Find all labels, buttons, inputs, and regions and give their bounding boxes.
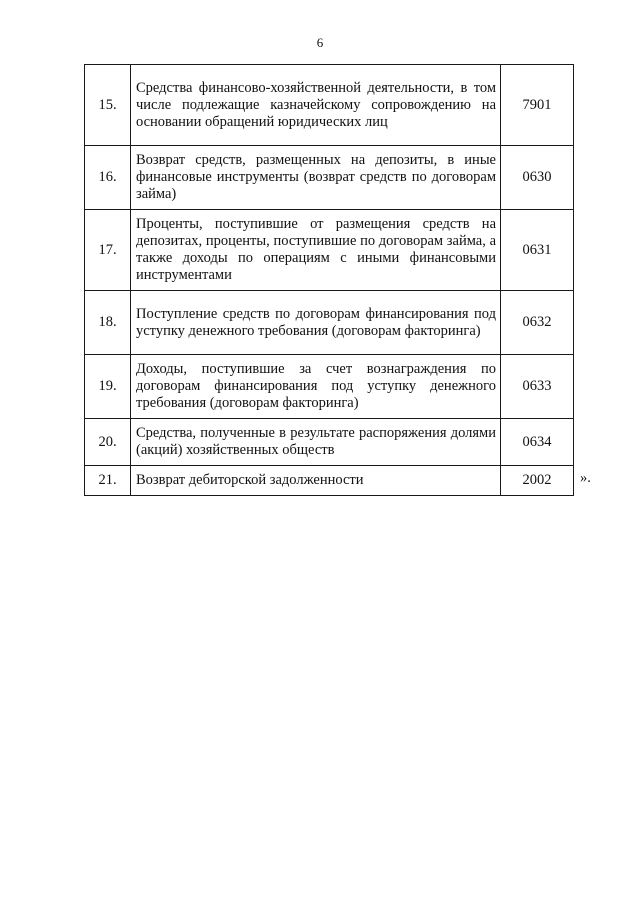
row-code: 2002 xyxy=(501,466,574,496)
row-description: Проценты, поступившие от размещения средств на депозитах, проценты, поступившие по договорам займа, а также доходы по операциям с иными финансовыми инструментами xyxy=(131,210,501,291)
table-row xyxy=(85,65,574,146)
row-code: 0631 xyxy=(501,210,574,291)
table-row xyxy=(85,146,574,210)
row-description: Возврат дебиторской задолженности xyxy=(131,466,501,496)
row-number: 20. xyxy=(85,419,131,466)
table-row xyxy=(85,419,574,466)
row-code: 0632 xyxy=(501,291,574,355)
table-row xyxy=(85,210,574,291)
row-code: 0630 xyxy=(501,146,574,210)
row-description: Возврат средств, размещенных на депозиты, в иные финансовые инструменты (возврат средств по договорам займа) xyxy=(131,146,501,210)
row-code: 0633 xyxy=(501,355,574,419)
row-number: 17. xyxy=(85,210,131,291)
page-number: 6 xyxy=(316,35,324,50)
row-number: 18. xyxy=(85,291,131,355)
row-number: 16. xyxy=(85,146,131,210)
row-description: Поступление средств по договорам финансирования под уступку денежного требования (договорам факторинга) xyxy=(131,291,501,355)
row-number: 19. xyxy=(85,355,131,419)
table-row xyxy=(85,291,574,355)
row-code: 0634 xyxy=(501,419,574,466)
closing-quote: ». xyxy=(580,470,591,486)
row-description: Средства финансово-хозяйственной деятельности, в том числе подлежащие казначейскому сопровождению на основании обращений юридических лиц xyxy=(131,65,501,146)
row-description: Средства, полученные в результате распоряжения долями (акций) хозяйственных обществ xyxy=(131,419,501,466)
row-number: 15. xyxy=(85,65,131,146)
table-row xyxy=(85,466,574,496)
row-code: 7901 xyxy=(501,65,574,146)
codes-table xyxy=(84,64,574,496)
row-description: Доходы, поступившие за счет вознаграждения по договорам финансирования под уступку денежного требования (договорам факторинга) xyxy=(131,355,501,419)
table-row xyxy=(85,355,574,419)
row-number: 21. xyxy=(85,466,131,496)
